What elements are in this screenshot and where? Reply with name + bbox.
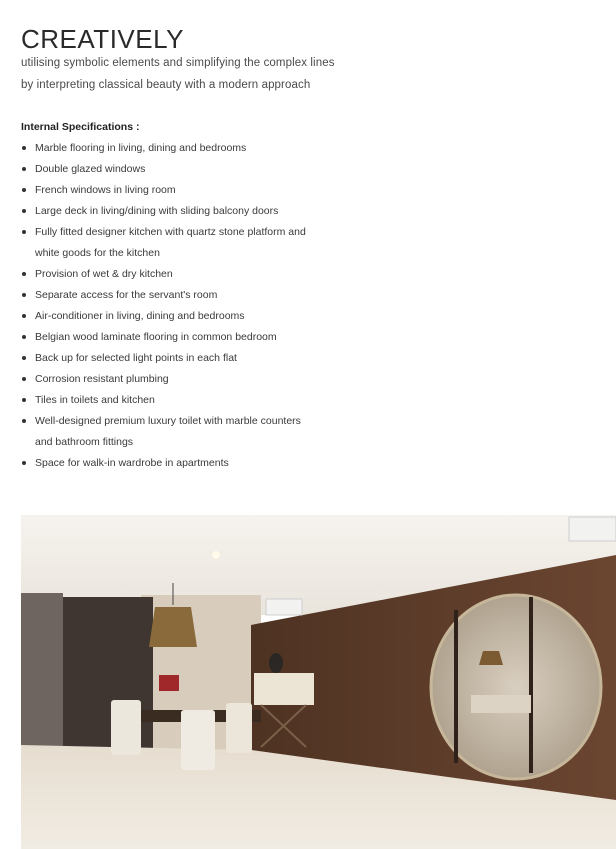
bullet-icon [22,230,26,234]
bullet-icon [22,293,26,297]
spec-item: Separate access for the servant's room [21,285,441,306]
flower-arrangement [159,675,179,691]
subtitle-line-1: utilising symbolic elements and simplifying the complex lines [21,57,335,69]
spec-item: Tiles in toilets and kitchen [21,390,441,411]
reflected-pendant-icon [479,651,503,665]
bullet-icon [22,272,26,276]
spec-item: Marble flooring in living, dining and bedrooms [21,138,441,159]
bullet-icon [22,377,26,381]
dining-chair [111,700,141,755]
page-title: CREATIVELY [21,24,184,54]
bullet-icon [22,209,26,213]
subtitle-line-2: by interpreting classical beauty with a modern approach [21,79,311,91]
ceiling-light-icon [212,551,220,559]
pendant-lamp-icon [149,607,197,647]
spec-item: Well-designed premium luxury toilet with marble counters [21,411,441,432]
air-conditioner-icon [266,599,302,615]
sideboard [254,673,314,705]
bullet-icon [22,167,26,171]
spec-item-continuation: white goods for the kitchen [35,247,160,259]
dining-room-illustration [21,515,616,849]
specs-list [21,138,441,474]
spec-item: Fully fitted designer kitchen with quartz stone platform and [21,222,441,243]
reflected-sofa [471,695,531,713]
bullet-icon [22,146,26,150]
bullet-icon [22,314,26,318]
specs-heading: Internal Specifications : [21,121,140,133]
spec-item: Space for walk-in wardrobe in apartments [21,453,441,474]
spec-item: French windows in living room [21,180,441,201]
vase-icon [269,653,283,673]
bullet-icon [22,188,26,192]
spec-item: Provision of wet & dry kitchen [21,264,441,285]
bullet-icon [22,335,26,339]
spec-item-continuation: and bathroom fittings [35,436,134,448]
bullet-icon [22,461,26,465]
spec-item: Back up for selected light points in each flat [21,348,441,369]
bullet-icon [22,419,26,423]
spec-item: Corrosion resistant plumbing [21,369,441,390]
dining-chair [226,703,252,753]
spec-item: Large deck in living/dining with sliding balcony doors [21,201,441,222]
spec-item: Air-conditioner in living, dining and bedrooms [21,306,441,327]
spec-item: Belgian wood laminate flooring in common bedroom [21,327,441,348]
bullet-icon [22,398,26,402]
air-conditioner-icon [569,517,616,541]
spec-item: Double glazed windows [21,159,441,180]
interior-photo [21,515,616,849]
dining-chair [181,710,215,770]
bullet-icon [22,356,26,360]
